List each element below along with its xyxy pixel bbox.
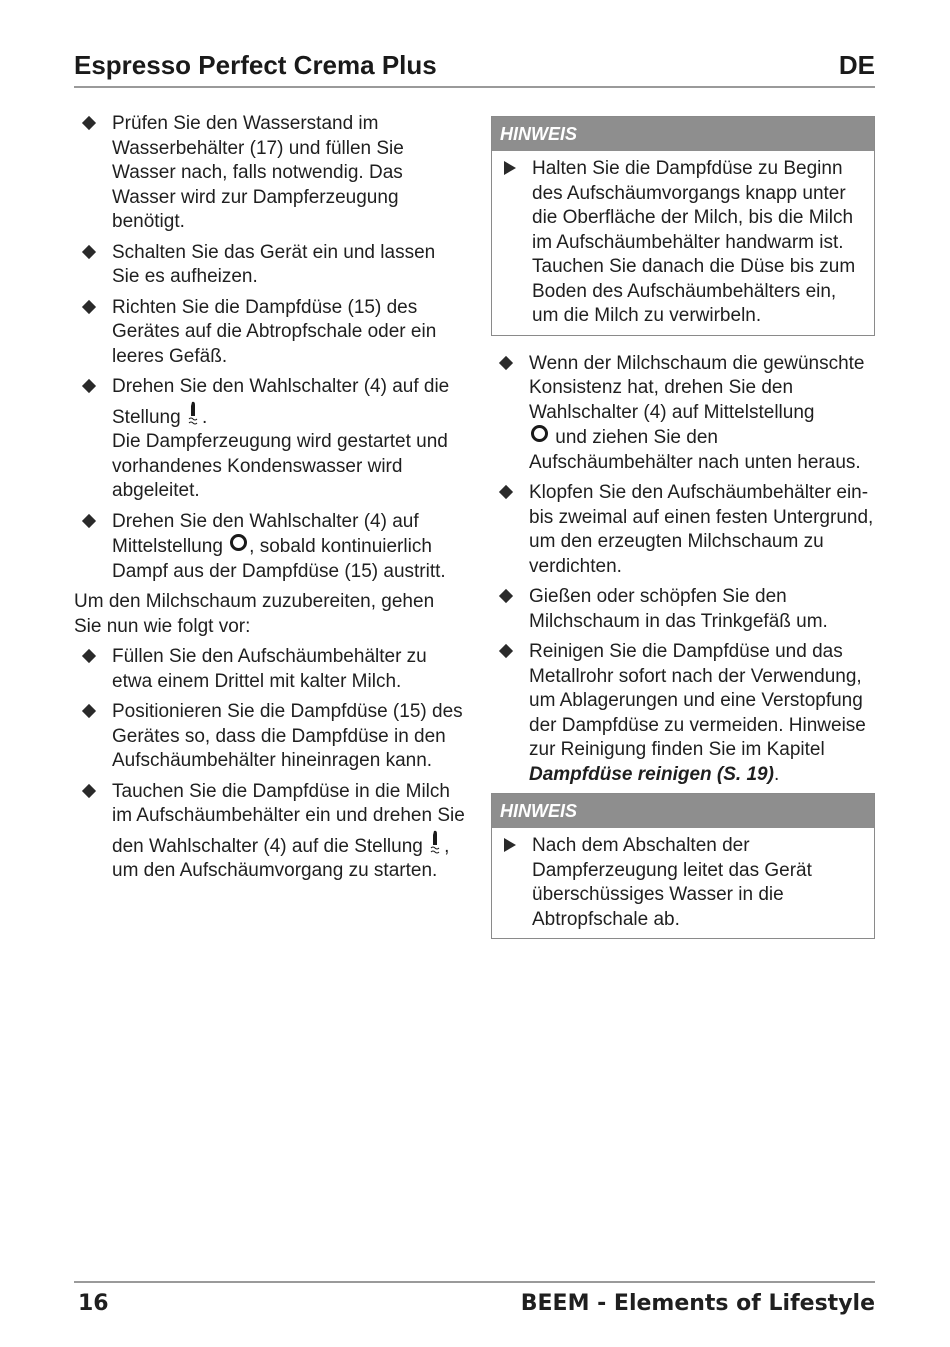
list-item: Gießen oder schöpfen Sie den Milchschaum in das Trinkgefäß um. (491, 585, 875, 634)
arrow-right-icon (504, 161, 516, 175)
list-item: Reinigen Sie die Dampfdüse und das Metallrohr sofort nach der Verwendung, um Ablagerungen und eine Verstopfung der Dampfdüse zu vermeiden. Hinweise zur Reinigung finden Sie im Kapitel Dampfdüse reinigen (S. 19). (491, 640, 875, 787)
left-column (74, 112, 466, 890)
note-heading: HINWEIS (492, 117, 874, 151)
list-item: Schalten Sie das Gerät ein und lassen Sie es aufheizen. (74, 241, 466, 290)
manual-title: Espresso Perfect Crema Plus (74, 50, 437, 80)
note-box (491, 116, 875, 336)
diamond-bullet-icon (499, 589, 513, 603)
list-item: Prüfen Sie den Wasserstand im Wasserbehälter (17) und füllen Sie Wasser nach, falls notwendig. Das Wasser wird zur Dampferzeugung benötigt. (74, 112, 466, 235)
diamond-bullet-icon (82, 783, 96, 797)
list-item: Positionieren Sie die Dampfdüse (15) des Gerätes so, dass die Dampfdüse in den Aufschäumbehälter hineinragen kann. (74, 700, 466, 774)
diamond-bullet-icon (82, 513, 96, 527)
center-position-icon (230, 534, 247, 551)
diamond-bullet-icon (499, 355, 513, 369)
center-position-icon (531, 425, 548, 442)
diamond-bullet-icon (499, 485, 513, 499)
list-item: Tauchen Sie die Dampfdüse in die Milch im Aufschäumbehälter ein und drehen Sie den Wahlschalter (4) auf die Stellung , um den Aufschäumvorgang zu starten. (74, 780, 466, 884)
list-item: Richten Sie die Dampfdüse (15) des Gerätes auf die Abtropfschale oder ein leeres Gefäß. (74, 296, 466, 370)
diamond-bullet-icon (82, 299, 96, 313)
diamond-bullet-icon (82, 116, 96, 130)
diamond-bullet-icon (82, 649, 96, 663)
list-item: Drehen Sie den Wahlschalter (4) auf Mittelstellung , sobald kontinuierlich Dampf aus der Dampfdüse (15) austritt. (74, 510, 466, 585)
right-column (491, 116, 875, 955)
intro-paragraph: Um den Milchschaum zuzubereiten, gehen Sie nun wie folgt vor: (74, 591, 435, 637)
diamond-bullet-icon (82, 704, 96, 718)
page-header (74, 50, 875, 88)
note-box (491, 793, 875, 939)
note-body: Halten Sie die Dampfdüse zu Beginn des Aufschäumvorgangs knapp unter die Oberfläche der Milch, bis die Milch im Aufschäumbehälter handwarm ist. Tauchen Sie danach die Düse bis zum Boden des Aufschäumbehälters ein, um die Milch zu verwirbeln. (492, 151, 874, 335)
note-body: Nach dem Abschalten der Dampferzeugung leitet das Gerät überschüssiges Wasser in die Abtropfschale ab. (492, 828, 874, 938)
arrow-right-icon (504, 838, 516, 852)
page-number: 16 (78, 1291, 109, 1316)
steam-position-icon (428, 829, 444, 855)
diamond-bullet-icon (499, 644, 513, 658)
list-item: Drehen Sie den Wahlschalter (4) auf die Stellung . Die Dampferzeugung wird gestartet und vorhandenes Kondenswasser wird abgeleitet. (74, 375, 466, 504)
chapter-reference: Dampfdüse reinigen (S. 19) (529, 763, 774, 785)
note-heading: HINWEIS (492, 794, 874, 828)
brand-line: BEEM - Elements of Lifestyle (520, 1291, 875, 1316)
list-item: Füllen Sie den Aufschäumbehälter zu etwa einem Drittel mit kalter Milch. (74, 645, 466, 694)
page-footer (74, 1281, 875, 1319)
diamond-bullet-icon (82, 244, 96, 258)
steam-position-icon (186, 400, 202, 426)
language-code: DE (838, 50, 875, 80)
list-item: Wenn der Milchschaum die gewünschte Konsistenz hat, drehen Sie den Wahlschalter (4) auf Mittelstellung und ziehen Sie den Aufschäumbehälter nach unten heraus. (491, 352, 875, 476)
list-item: Klopfen Sie den Aufschäumbehälter ein- bis zweimal auf einen festen Untergrund, um den erzeugten Milchschaum zu verdichten. (491, 481, 875, 579)
diamond-bullet-icon (82, 379, 96, 393)
